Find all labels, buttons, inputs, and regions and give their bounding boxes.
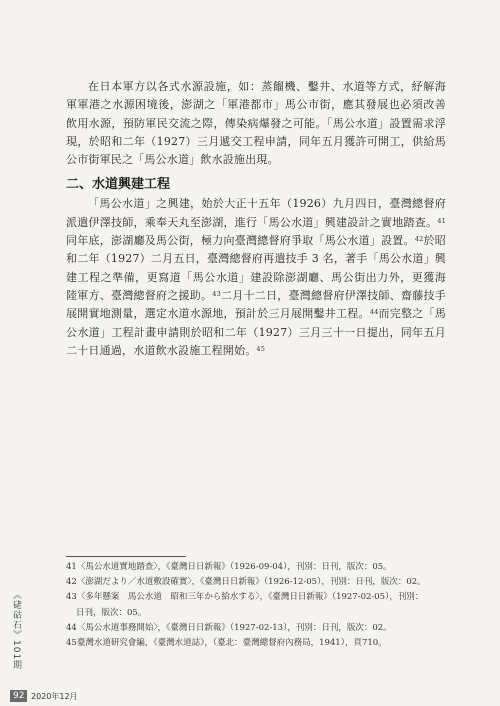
page-number: 92 xyxy=(10,690,27,702)
footnote-41: 41〈馬公水道實地踏查〉，《臺灣日日新報》（1926-09-04），刊別：日刊，版次：05。 xyxy=(66,562,392,572)
footnote-45: 45臺灣水道研究會編，《臺灣水道誌》，（臺北：臺灣總督府內務局，1941），頁710。 xyxy=(66,638,387,649)
paragraph-2-part-c: 於昭和二年（1927）二月五日，臺灣總督府再遣技手 3 名，著手「馬公水道」興建工程之準備，更寫道「馬公水道」建設除澎湖廳、馬公街出力外，更獲海陸軍方、臺灣總督府之援助。 xyxy=(66,234,446,302)
footnote-ref-44[interactable]: 44 xyxy=(369,308,379,317)
footnote-44: 44〈馬公水道事務開始〉，《臺灣日日新報》（1927-02-13），刊別：日刊，版次：02。 xyxy=(66,622,392,633)
paragraph-2-part-a: 「馬公水道」之興建，始於大正十五年（1926）九月四日，臺灣總督府派遣伊澤技師，乘奉天丸至澎湖，進行「馬公水道」興建設計之實地踏查。 xyxy=(66,197,446,229)
paragraph-2 xyxy=(66,195,446,360)
footnote-42: 42〈澎湖だより／水道敷設確實〉，《臺灣日日新報》（1926-12-05），刊別：日刊，版次：02。 xyxy=(66,577,426,588)
footnote-ref-45[interactable]: 45 xyxy=(256,344,266,353)
footnote-ref-42[interactable]: 42 xyxy=(414,235,424,244)
paragraph-2-part-d: 二月十二日，臺灣總督府伊澤技師、齋藤技手展開實地測量，選定水道水源地，預計於三月展開鑿井工程。 xyxy=(66,288,446,321)
paragraph-2-part-b: 同年底，澎湖廳及馬公街，極力向臺灣總督府爭取「馬公水道」設置。 xyxy=(66,234,415,248)
footnote-divider xyxy=(66,556,186,557)
main-text xyxy=(66,78,446,364)
paragraph-1: 在日本軍方以各式水源設施，如：蒸餾機、鑿井、水道等方式，紓解海軍軍港之水源困境後，澎湖之「軍港都市」馬公市街，應其發展也必須改善飲用水源，預防軍民交流之際，傳染病爆發之可能。「馬公水道」設置需求浮現，於昭和二年（1927）三月遞交工程申請，同年五月獲許可開工，供給馬公市街軍民之「馬公水道」飲水設施出現。 xyxy=(66,80,446,167)
paragraph-2-part-e: 而完整之「馬公水道」工程計畫申請則於昭和二年（1927）三月三十一日提出，同年五月二十日通過，水道飲水設施工程開始。 xyxy=(66,307,446,357)
section-heading: 二、水道興建工程 xyxy=(66,177,171,193)
footnote-43: 43〈多年懸案 馬公水道 昭和三年から給水する〉，《臺灣日日新報》（1927-02-05），刊別： xyxy=(66,592,424,603)
footnotes xyxy=(66,560,446,651)
journal-title: 《硓𥑮石》101期 xyxy=(11,590,21,671)
footnote-43-continued: 日刊，版次：05。 xyxy=(76,607,147,618)
footnote-ref-43[interactable]: 43 xyxy=(212,289,221,298)
issue-date: 2020年12月 xyxy=(31,692,78,701)
footnote-ref-41[interactable]: 41 xyxy=(437,216,446,225)
